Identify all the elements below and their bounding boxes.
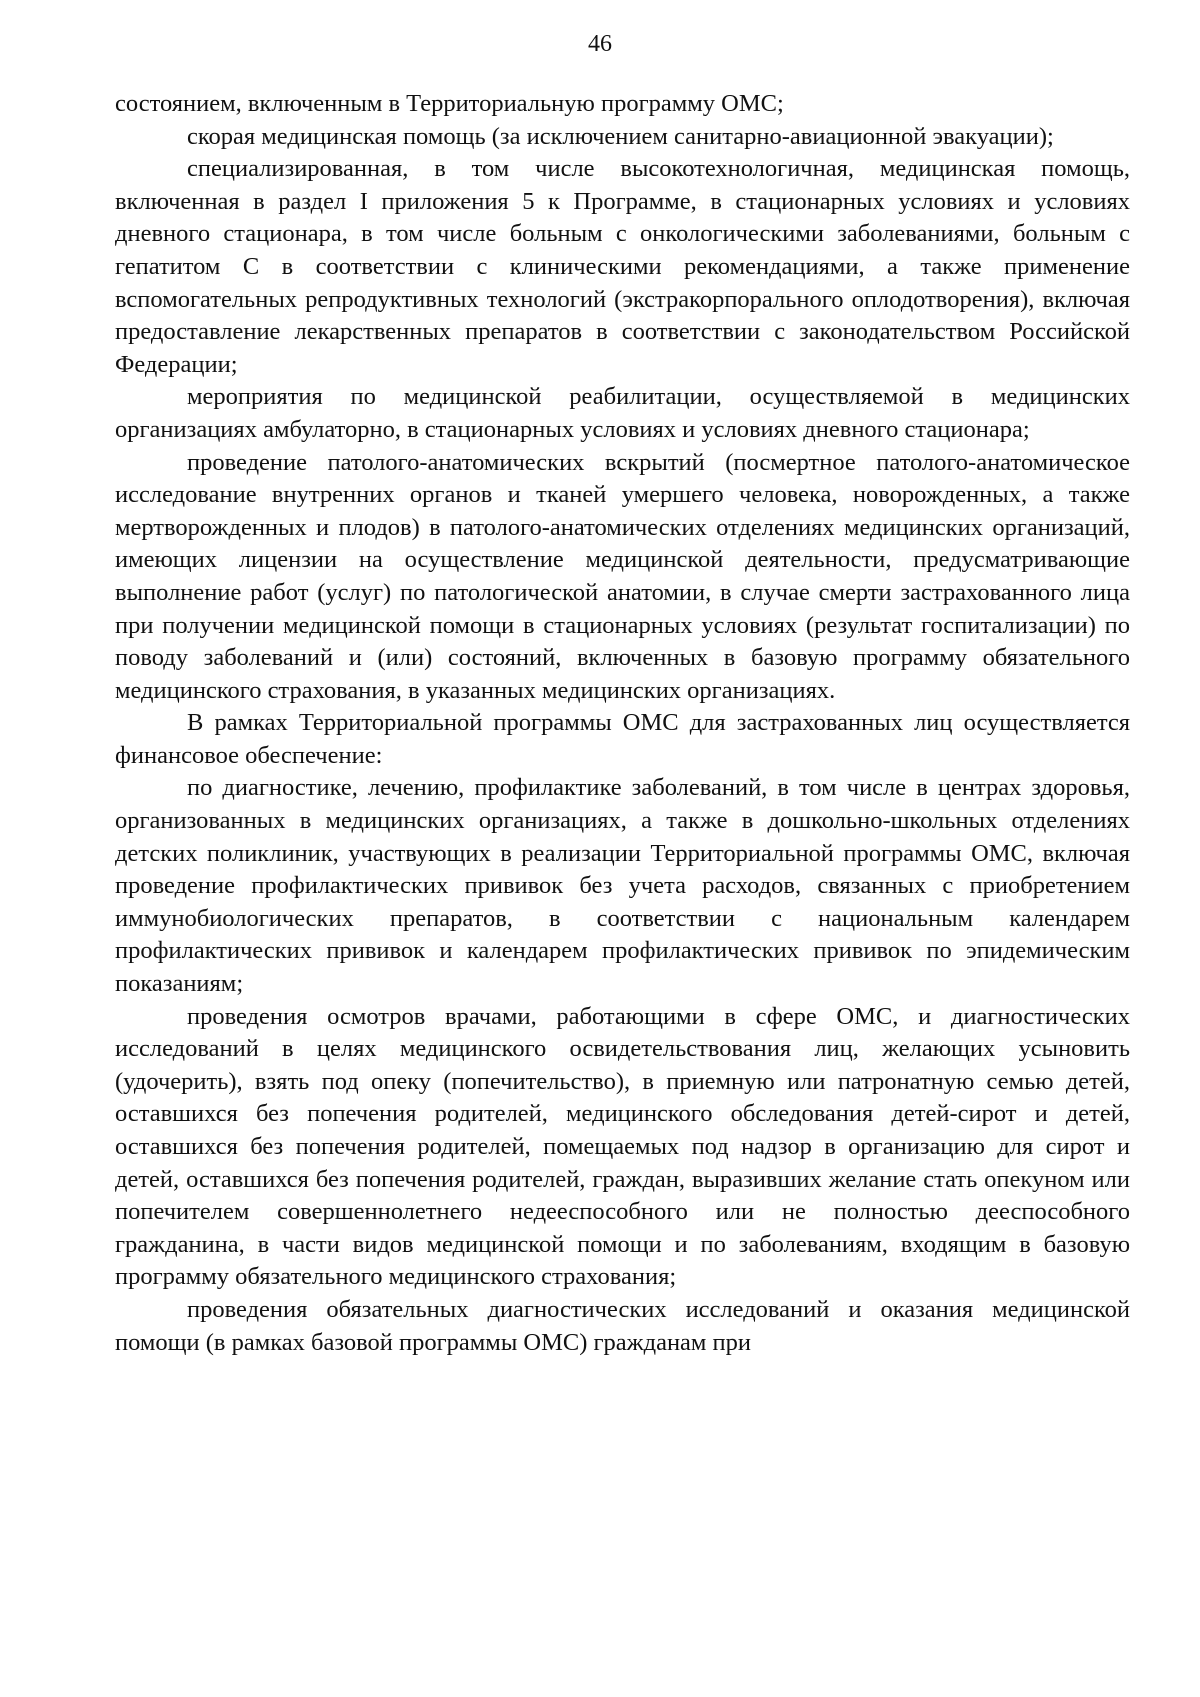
paragraph-examinations: проведения осмотров врачами, работающими в сфере ОМС, и диагностических исследований в целях медицинского освидетельствования лиц, желающих усыновить (удочерить), взять под опеку (попечительство), в приемную или патронатную семью детей, оставшихся без попечения родителей, медицинского обследования детей-сирот и детей, оставшихся без попечения родителей, помещаемых под надзор в организацию для сирот и детей, оставшихся без попечения родителей, граждан, выразивших желание стать опекуном или попечителем совершеннолетнего недееспособного или не полностью дееспособного гражданина, в части видов медицинской помощи и по заболеваниям, входящим в базовую программу обязательного медицинского страхования;: [115, 1002, 1130, 1291]
paragraph-mandatory-diagnostics: проведения обязательных диагностических исследований и оказания медицинской помощи (в рамках базовой программы ОМС) гражданам при: [115, 1295, 1130, 1356]
paragraph-continuation: состоянием, включенным в Территориальную программу ОМС;: [115, 90, 784, 117]
paragraph-diagnostics-prevention: по диагностике, лечению, профилактике заболеваний, в том числе в центрах здоровья, организованных в медицинских организациях, а также в дошкольно-школьных отделениях детских поликлиник, участвующих в реализации Территориальной программы ОМС, включая проведение профилактических прививок без учета расходов, связанных с приобретением иммунобиологических препаратов, в соответствии с национальным календарем профилактических прививок и календарем профилактических прививок по эпидемическим показаниям;: [115, 774, 1130, 998]
paragraph-emergency-care: скорая медицинская помощь (за исключением санитарно-авиационной эвакуации);: [187, 122, 1054, 150]
page-number: 46: [588, 31, 612, 57]
paragraph-autopsy: проведение патолого-анатомических вскрытий (посмертное патолого-анатомическое исследование внутренних органов и тканей умершего человека, новорожденных, а также мертворожденных и плодов) в патолого-анатомических отделениях медицинских организаций, имеющих лицензии на осуществление медицинской деятельности, предусматривающие выполнение работ (услуг) по патологической анатомии, в случае смерти застрахованного лица при получении медицинской помощи в стационарных условиях (результат госпитализации) по поводу заболеваний и (или) состояний, включенных в базовую программу обязательного медицинского страхования, в указанных медицинских организациях.: [115, 448, 1130, 704]
document-body: [115, 88, 1130, 1359]
paragraph-financing-intro: В рамках Территориальной программы ОМС для застрахованных лиц осуществляется финансовое обеспечение:: [115, 709, 1130, 769]
paragraph-rehabilitation: мероприятия по медицинской реабилитации, осуществляемой в медицинских организациях амбулаторно, в стационарных условиях и условиях дневного стационара;: [115, 383, 1130, 443]
paragraph-specialized-care: специализированная, в том числе высокотехнологичная, медицинская помощь, включенная в раздел I приложения 5 к Программе, в стационарных условиях и условиях дневного стационара, в том числе больным с онкологическими заболеваниями, больным с гепатитом С в соответствии с клиническими рекомендациями, а также применение вспомогательных репродуктивных технологий (экстракорпорального оплодотворения), включая предоставление лекарственных препаратов в соответствии с законодательством Российской Федерации;: [115, 155, 1130, 378]
